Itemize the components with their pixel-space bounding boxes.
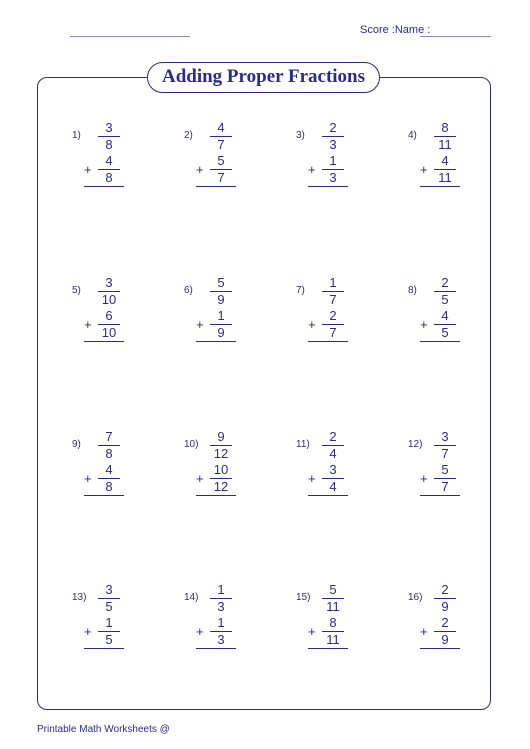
numerator: 2 [441,615,449,630]
problem-item [184,273,284,353]
numerator: 7 [105,429,113,444]
answer-line [420,341,460,342]
problem-number: 11) [296,439,310,450]
numerator: 3 [105,120,113,135]
numerator: 10 [213,462,229,477]
problem-item [408,580,508,660]
problem-number: 10) [184,439,199,450]
worksheet-title: Adding Proper Fractions [147,62,380,93]
numerator: 2 [329,120,337,135]
problem-item [296,580,396,660]
score-name-label: Score :Name : [360,24,431,36]
plus-sign: + [196,317,204,332]
answer-line [420,186,460,187]
numerator: 1 [329,275,337,290]
problem-number: 3) [296,130,305,141]
numerator: 5 [217,275,225,290]
denominator: 8 [105,170,113,185]
plus-sign: + [84,317,92,332]
problem-item [72,118,172,198]
plus-sign: + [308,624,316,639]
plus-sign: + [84,624,92,639]
denominator: 11 [438,170,452,185]
second-fraction [206,463,236,494]
denominator: 9 [217,325,225,340]
plus-sign: + [420,162,428,177]
denominator: 7 [441,446,449,461]
problem-item [72,580,172,660]
denominator: 3 [217,632,225,647]
problem-item [184,118,284,198]
numerator: 4 [441,153,449,168]
numerator: 2 [441,275,449,290]
answer-line [308,186,348,187]
denominator: 5 [441,292,449,307]
numerator: 2 [329,308,337,323]
numerator: 5 [329,582,337,597]
first-fraction [318,430,348,461]
first-fraction [94,276,124,307]
plus-sign: + [420,624,428,639]
problem-item [72,273,172,353]
denominator: 10 [101,292,117,307]
answer-line [84,186,124,187]
first-fraction [318,276,348,307]
numerator: 4 [217,120,225,135]
denominator: 5 [441,325,449,340]
second-fraction [94,463,124,494]
numerator: 1 [329,153,337,168]
second-fraction [430,463,460,494]
problem-number: 9) [72,439,81,450]
first-fraction [430,276,460,307]
denominator: 9 [217,292,225,307]
answer-line [308,648,348,649]
plus-sign: + [196,471,204,486]
numerator: 3 [441,429,449,444]
problem-item [408,427,508,507]
denominator: 3 [329,137,337,152]
denominator: 3 [329,170,337,185]
answer-line [196,648,236,649]
plus-sign: + [308,317,316,332]
first-fraction [430,583,460,614]
first-fraction [206,430,236,461]
problem-item [408,118,508,198]
denominator: 8 [105,479,113,494]
denominator: 4 [329,446,337,461]
answer-line [308,495,348,496]
second-fraction [94,309,124,340]
answer-line [84,648,124,649]
first-fraction [94,121,124,152]
numerator: 3 [105,275,113,290]
answer-line [84,341,124,342]
answer-line [196,186,236,187]
plus-sign: + [420,471,428,486]
first-fraction [430,121,460,152]
denominator: 5 [105,599,113,614]
denominator: 11 [326,599,340,614]
answer-line [420,495,460,496]
numerator: 3 [329,462,337,477]
problem-item [296,273,396,353]
first-fraction [94,430,124,461]
problem-number: 5) [72,285,81,296]
problem-number: 1) [72,130,81,141]
problem-number: 13) [72,592,87,603]
second-fraction [206,616,236,647]
second-fraction [318,616,348,647]
numerator: 9 [217,429,225,444]
footer-text: Printable Math Worksheets @ [37,724,170,735]
problem-number: 12) [408,439,423,450]
denominator: 7 [217,137,225,152]
plus-sign: + [84,162,92,177]
plus-sign: + [84,471,92,486]
problem-number: 7) [296,285,305,296]
second-fraction [318,463,348,494]
first-fraction [206,276,236,307]
numerator: 4 [105,462,113,477]
denominator: 7 [441,479,449,494]
problem-item [296,118,396,198]
denominator: 7 [329,292,337,307]
second-fraction [206,309,236,340]
second-fraction [94,154,124,185]
denominator: 8 [105,137,113,152]
second-fraction [430,616,460,647]
numerator: 4 [441,308,449,323]
denominator: 11 [438,137,452,152]
first-fraction [206,583,236,614]
answer-line [84,495,124,496]
answer-line [196,341,236,342]
denominator: 8 [105,446,113,461]
problem-number: 8) [408,285,417,296]
denominator: 11 [326,632,340,647]
denominator: 9 [441,599,449,614]
numerator: 2 [441,582,449,597]
numerator: 5 [217,153,225,168]
first-fraction [318,583,348,614]
numerator: 6 [105,308,113,323]
first-fraction [430,430,460,461]
numerator: 8 [441,120,449,135]
second-fraction [430,309,460,340]
problem-number: 14) [184,592,199,603]
score-line [420,36,491,37]
denominator: 5 [105,632,113,647]
problem-number: 15) [296,592,311,603]
denominator: 12 [213,479,229,494]
problem-item [296,427,396,507]
answer-line [420,648,460,649]
numerator: 1 [217,615,225,630]
denominator: 12 [213,446,229,461]
second-fraction [206,154,236,185]
denominator: 4 [329,479,337,494]
problem-item [184,580,284,660]
second-fraction [318,309,348,340]
numerator: 4 [105,153,113,168]
problem-number: 4) [408,130,417,141]
denominator: 3 [217,599,225,614]
first-fraction [94,583,124,614]
numerator: 1 [105,615,113,630]
plus-sign: + [308,471,316,486]
first-fraction [206,121,236,152]
second-fraction [94,616,124,647]
problem-number: 16) [408,592,423,603]
problem-item [184,427,284,507]
plus-sign: + [196,624,204,639]
denominator: 7 [217,170,225,185]
numerator: 1 [217,308,225,323]
numerator: 8 [329,615,337,630]
denominator: 7 [329,325,337,340]
numerator: 5 [441,462,449,477]
answer-line [196,495,236,496]
plus-sign: + [196,162,204,177]
problem-number: 6) [184,285,193,296]
problem-item [408,273,508,353]
name-line [70,36,190,37]
problem-item [72,427,172,507]
denominator: 9 [441,632,449,647]
first-fraction [318,121,348,152]
problem-number: 2) [184,130,193,141]
answer-line [308,341,348,342]
second-fraction [430,154,460,185]
plus-sign: + [420,317,428,332]
denominator: 10 [101,325,117,340]
plus-sign: + [308,162,316,177]
numerator: 2 [329,429,337,444]
second-fraction [318,154,348,185]
numerator: 1 [217,582,225,597]
numerator: 3 [105,582,113,597]
